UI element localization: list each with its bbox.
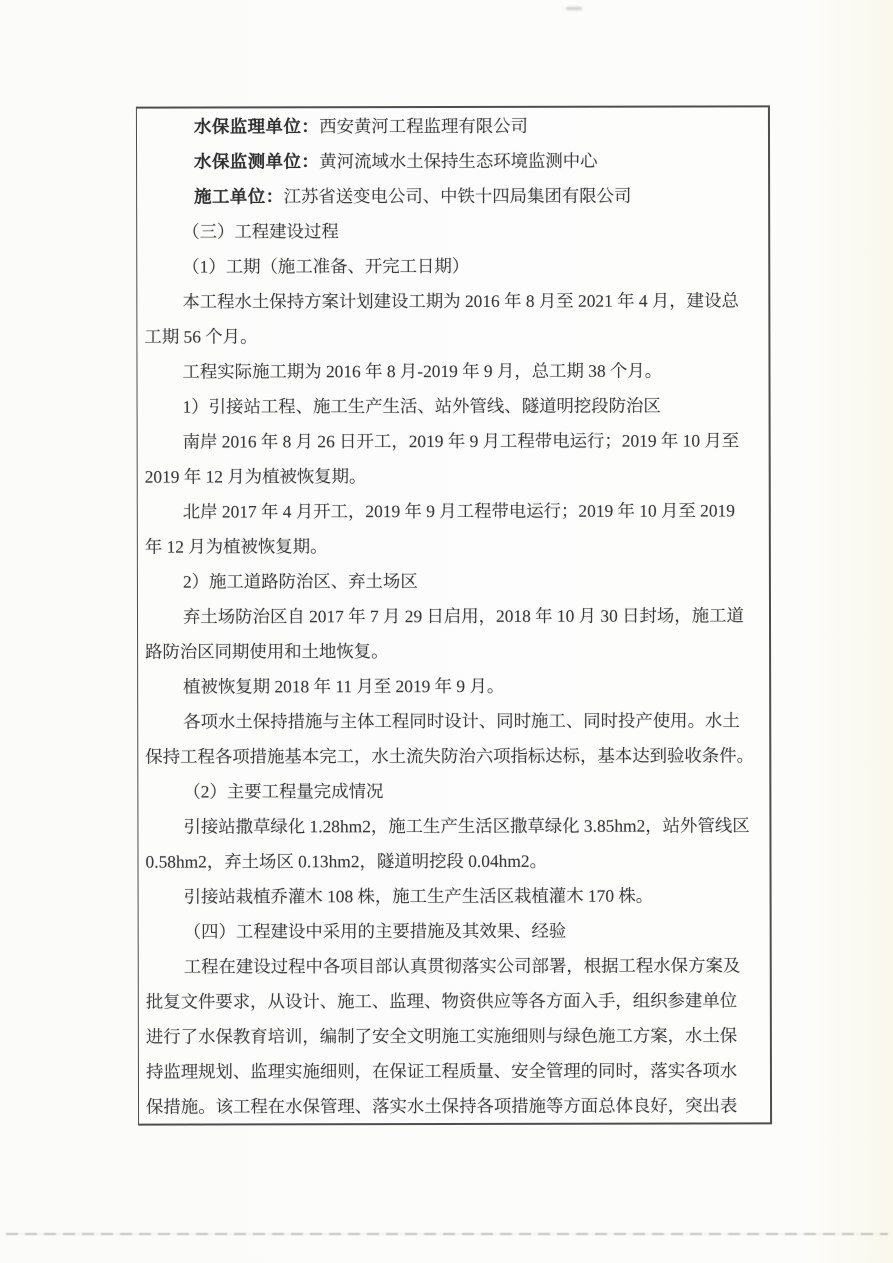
text-line: 植被恢复期 2018 年 11 月至 2019 年 9 月。 bbox=[183, 675, 505, 697]
scan-speck-artifact bbox=[566, 7, 582, 10]
text-line: 持监理规划、监理实施细则，在保证工程质量、安全管理的同时，落实各项水 bbox=[145, 1060, 738, 1082]
field-label: 水保监理单位： bbox=[193, 116, 320, 137]
text-line: 弃土场防治区自 2017 年 7 月 29 日启用，2018 年 10 月 30 日封场，施工道 bbox=[182, 605, 744, 627]
text-line: 进行了水保教育培训，编制了安全文明施工实施细则与绿色施工方案，水土保 bbox=[145, 1025, 738, 1047]
text-line: 2）施工道路防治区、弃土场区 bbox=[182, 571, 418, 592]
text-line: 0.58hm2，弃土场区 0.13hm2，隧道明挖段 0.04hm2。 bbox=[145, 850, 547, 872]
field-line bbox=[144, 143, 768, 179]
field-label: 水保监测单位： bbox=[194, 151, 320, 172]
field-line bbox=[144, 178, 768, 214]
text-line: （四）工程建设中采用的主要措施及其效果、经验 bbox=[183, 920, 567, 942]
text-line: 北岸 2017 年 4 月开工，2019 年 9 月工程带电运行；2019 年 10 月至 2019 bbox=[182, 500, 735, 522]
text-line: 引接站撒草绿化 1.28hm2，施工生产生活区撒草绿化 3.85hm2，站外管线区 bbox=[183, 815, 750, 837]
field-value: 江苏省送变电公司、中铁十四局集团有限公司 bbox=[283, 185, 632, 207]
field-line bbox=[144, 108, 768, 144]
text-line: 2019 年 12 月为植被恢复期。 bbox=[144, 466, 367, 487]
document-text-block bbox=[137, 107, 770, 1124]
text-line: 工程实际施工期为 2016 年 8 月-2019 年 9 月，总工期 38 个月。 bbox=[182, 360, 663, 382]
text-line: （1）工期（施工准备、开完工日期） bbox=[182, 255, 470, 277]
text-line: 工期 56 个月。 bbox=[144, 326, 258, 347]
field-label: 施工单位： bbox=[194, 186, 284, 207]
text-line: 保措施。该工程在水保管理、落实水土保持各项措施等方面总体良好，突出表 bbox=[146, 1095, 738, 1117]
text-line: 批复文件要求，从设计、施工、监理、物资供应等各方面入手，组织参建单位 bbox=[145, 990, 738, 1012]
document-table-cell bbox=[136, 105, 772, 1125]
text-line: 1）引接站工程、施工生产生活、站外管线、隧道明挖段防治区 bbox=[182, 395, 661, 417]
text-line: 保持工程各项措施基本完工，水土流失防治六项指标达标，基本达到验收条件。 bbox=[145, 745, 755, 767]
field-value: 黄河流域水土保持生态环境监测中心 bbox=[319, 150, 598, 172]
text-line: 工程在建设过程中各项目部认真贯彻落实公司部署，根据工程水保方案及 bbox=[183, 955, 741, 977]
text-line: 本工程水土保持方案计划建设工期为 2016 年 8 月至 2021 年 4 月，建设总 bbox=[182, 290, 739, 312]
text-line: （三）工程建设过程 bbox=[182, 221, 339, 242]
text-line: 引接站栽植乔灌木 108 株，施工生产生活区栽植灌木 170 株。 bbox=[183, 885, 654, 907]
scan-artifact-line bbox=[6, 1233, 888, 1235]
text-line: （2）主要工程量完成情况 bbox=[183, 781, 384, 802]
text-line: 路防治区同期使用和土地恢复。 bbox=[145, 641, 389, 662]
text-line: 年 12 月为植被恢复期。 bbox=[144, 536, 328, 557]
field-value: 西安黄河工程监理有限公司 bbox=[319, 115, 528, 137]
text-line: 南岸 2016 年 8 月 26 日开工，2019 年 9 月工程带电运行；2019 年 10 月至 bbox=[182, 430, 740, 452]
text-line: 各项水土保持措施与主体工程同时设计、同时施工、同时投产使用。水土 bbox=[183, 710, 740, 732]
